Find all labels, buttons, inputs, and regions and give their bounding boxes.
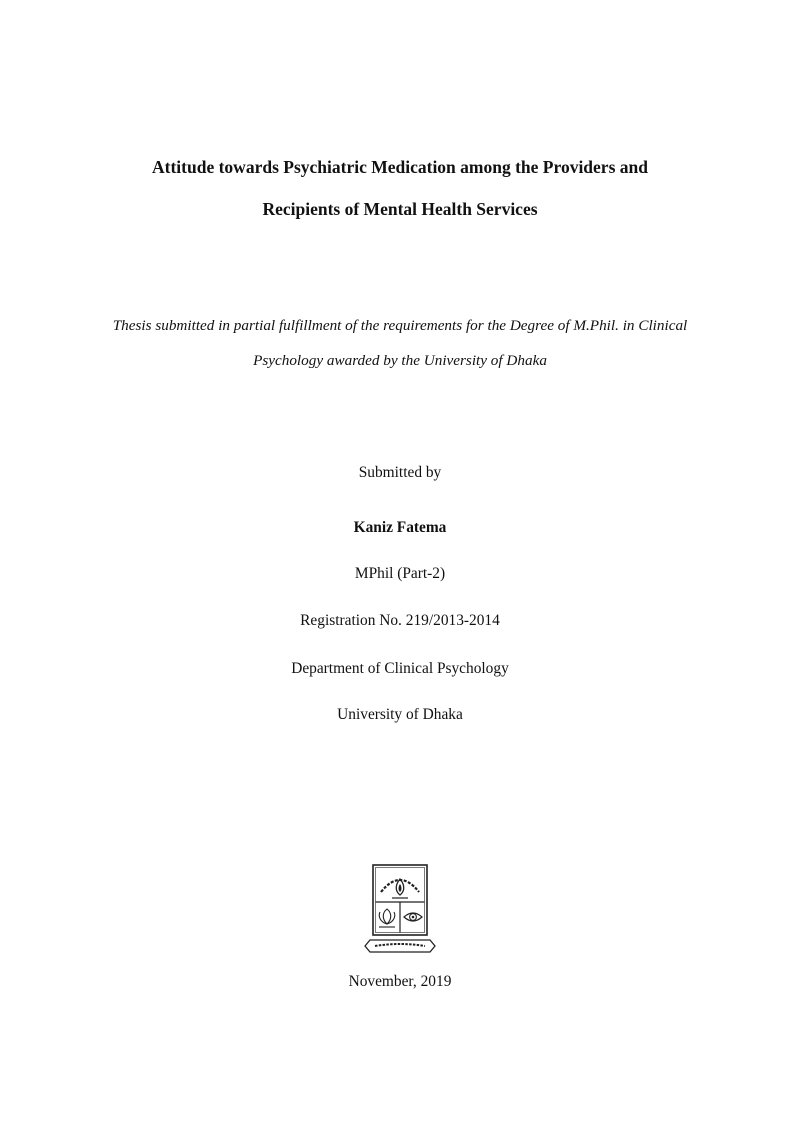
submitted-by-label: Submitted by <box>358 464 442 481</box>
department-name: Department of Clinical Psychology <box>291 660 509 677</box>
submission-date: November, 2019 <box>348 973 452 990</box>
university-seal-icon <box>362 862 438 954</box>
registration-number: Registration No. 219/2013-2014 <box>300 612 500 629</box>
program-text: MPhil (Part-2) <box>354 565 446 582</box>
submission-statement-line-1: Thesis submitted in partial fulfillment of the requirements for the Degree of M.Phil. in Clinical <box>112 317 688 334</box>
submission-statement-line-2: Psychology awarded by the University of Dhaka <box>253 352 547 369</box>
author-name: Kaniz Fatema <box>353 519 447 536</box>
university-name: University of Dhaka <box>337 706 463 723</box>
thesis-title-line-2: Recipients of Mental Health Services <box>262 199 538 219</box>
thesis-title-line-1: Attitude towards Psychiatric Medication among the Providers and <box>152 157 648 177</box>
